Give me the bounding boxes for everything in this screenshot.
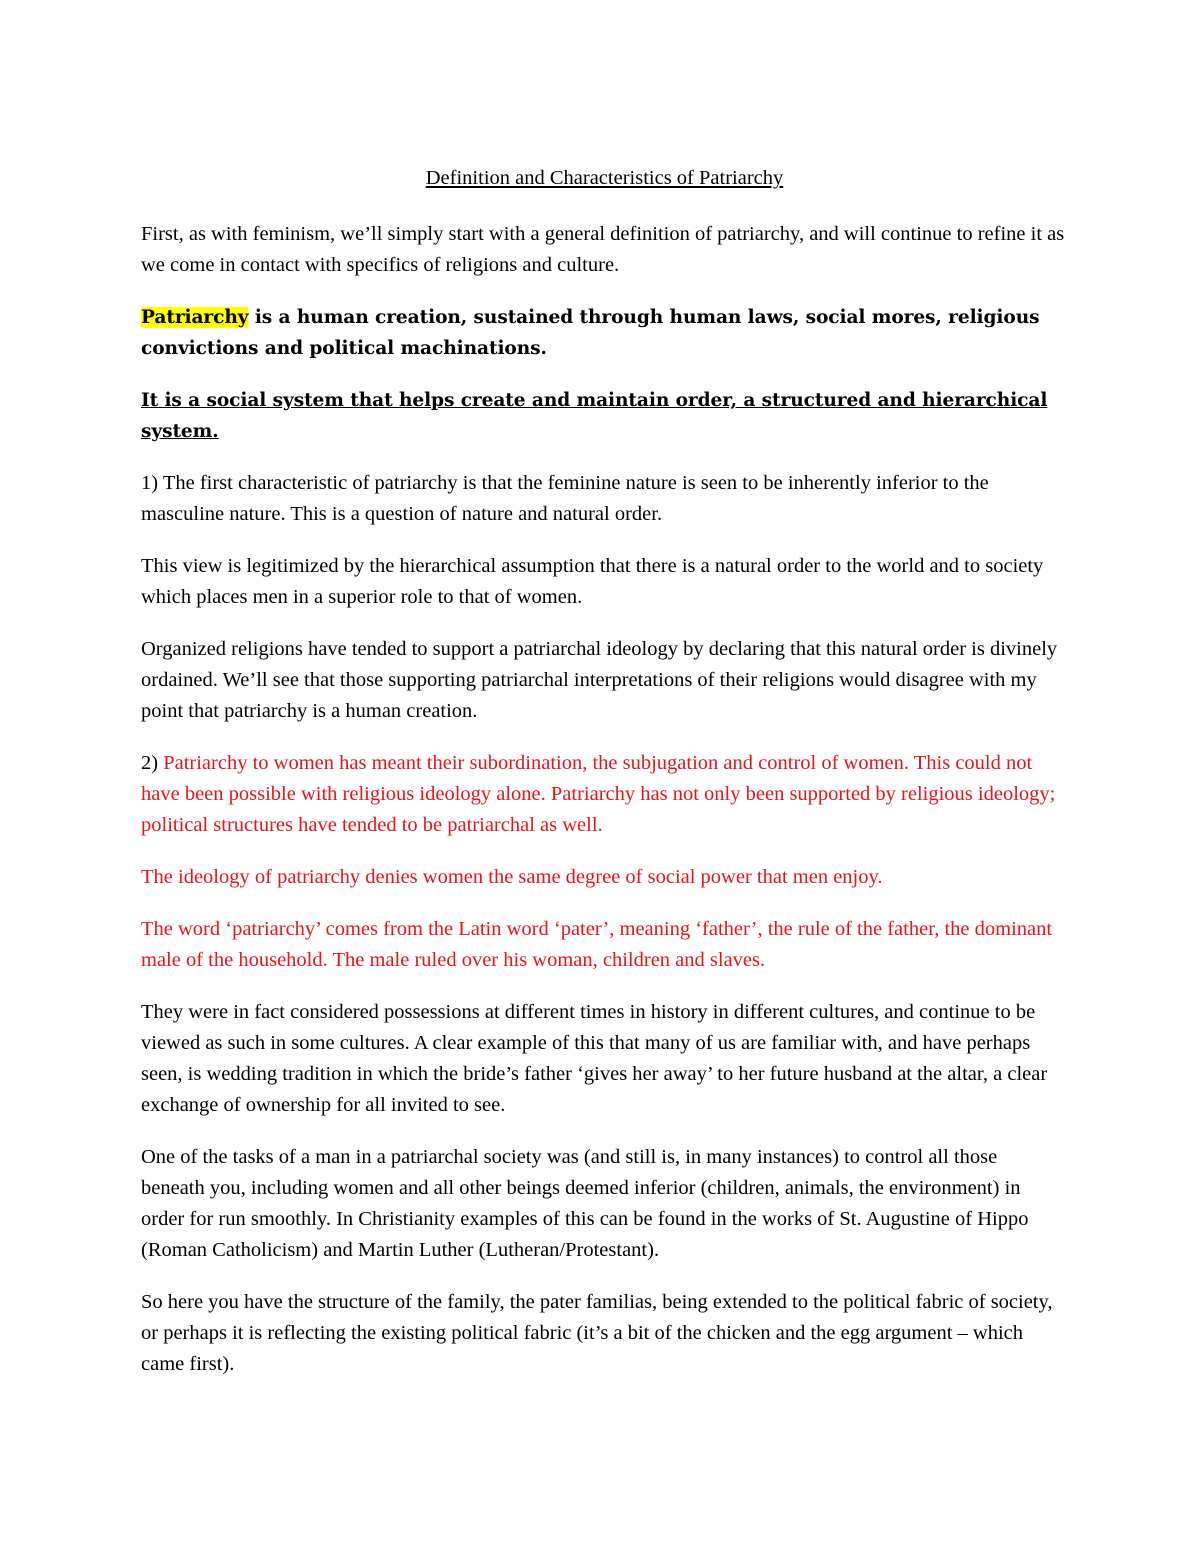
point-1-paragraph: 1) The first characteristic of patriarchy is that the feminine nature is seen to be inherently inferior to the masculine nature. This is a question of nature and natural order.	[141, 472, 989, 525]
tasks-paragraph: One of the tasks of a man in a patriarchal society was (and still is, in many instances) to control all those beneath you, including women and all other beings deemed inferior (children, animals, the environment) in order for run smoothly. In Christianity examples of this can be found in the works of St. Augustine of Hippo (Roman Catholicism) and Martin Luther (Lutheran/Protestant).	[141, 1146, 1029, 1261]
possessions-paragraph: They were in fact considered possessions at different times in history in different cultures, and continue to be viewed as such in some cultures. A clear example of this that many of us are familiar with, and have perhaps seen, is wedding tradition in which the bride’s father ‘gives her away’ to her future husband at the altar, a clear exchange of ownership for all invited to see.	[141, 1001, 1048, 1116]
family-structure-paragraph: So here you have the structure of the family, the pater familias, being extended to the political fabric of society, or perhaps it is reflecting the existing political fabric (it’s a bit of the chicken and the egg argument – which came first).	[141, 1291, 1053, 1375]
document-body	[141, 163, 1066, 1401]
point-2-paragraph	[141, 748, 1066, 841]
view-legitimized-paragraph: This view is legitimized by the hierarchical assumption that there is a natural order to the world and to society which places men in a superior role to that of women.	[141, 555, 1044, 608]
definition-paragraph	[141, 302, 1066, 364]
definition-text: is a human creation, sustained through human laws, social mores, religious convictions and political machinations.	[141, 307, 1040, 359]
highlighted-term: Patriarchy	[141, 307, 249, 328]
social-power-paragraph: The ideology of patriarchy denies women the same degree of social power that men enjoy.	[141, 866, 883, 888]
word-origin-paragraph: The word ‘patriarchy’ comes from the Latin word ‘pater’, meaning ‘father’, the rule of the father, the dominant male of the household. The male ruled over his woman, children and slaves.	[141, 918, 1053, 971]
organized-religions-paragraph: Organized religions have tended to support a patriarchal ideology by declaring that this natural order is divinely ordained. We’ll see that those supporting patriarchal interpretations of their religions would disagree with my point that patriarchy is a human creation.	[141, 638, 1058, 722]
page-title: Definition and Characteristics of Patriarchy	[425, 167, 784, 189]
point-2-number: 2)	[141, 752, 164, 774]
intro-paragraph: First, as with feminism, we’ll simply start with a general definition of patriarchy, and will continue to refine it as we come in contact with specifics of religions and culture.	[141, 223, 1065, 276]
point-2-text: Patriarchy to women has meant their subordination, the subjugation and control of women. This could not have been possible with religious ideology alone. Patriarchy has not only been supported by religious ideology; political structures have tended to be patriarchal as well.	[141, 752, 1056, 836]
system-statement: It is a social system that helps create and maintain order, a structured and hierarchical system.	[141, 390, 1048, 442]
